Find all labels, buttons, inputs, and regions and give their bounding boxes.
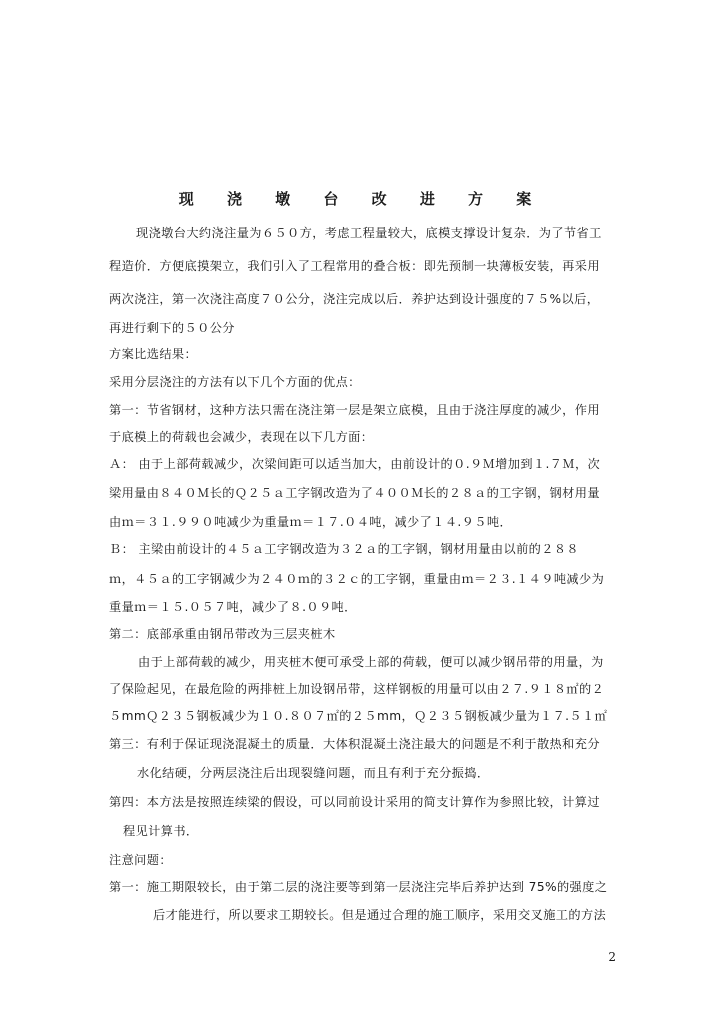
paragraph-line: 于底模上的荷载也会减少，表现在以下几方面： (109, 430, 374, 444)
paragraph-line: 第二：底部承重由钢吊带改为三层夹桩木 (109, 627, 336, 641)
paragraph-line: Ａ： 由于上部荷载减少，次梁间距可以适当加大，由前设计的０.９Ｍ增加到１.７Ｍ，次 (109, 457, 601, 471)
section-heading: 方案比选结果： (109, 347, 198, 361)
paragraph-line: 梁用量由８４０Ｍ长的Ｑ２５ａ工字钢改造为了４００Ｍ长的２８ａ的工字钢，钢材用量 (109, 486, 600, 500)
page-number: 2 (608, 950, 616, 964)
paragraph-line: 由ｍ＝３１.９９０吨减少为重量ｍ＝１７.０４吨，减少了１４.９５吨． (109, 515, 513, 529)
paragraph-line: 程见计算书． (123, 824, 199, 838)
paragraph-line: 采用分层浇注的方法有以下几个方面的优点： (109, 375, 361, 389)
paragraph-line: 第一：节省钢材，这种方法只需在浇注第一层是架立底模，且由于浇注厚度的减少，作用 (109, 403, 600, 417)
paragraph-line: 再进行剩下的５０公分 (109, 321, 235, 335)
paragraph-line: 两次浇注，第一次浇注高度７０公分，浇注完成以后．养护达到设计强度的７５%以后， (109, 292, 600, 306)
paragraph-line: 由于上部荷载的减少，用夹桩木便可承受上部的荷载，便可以减少钢吊带的用量，为 (138, 655, 604, 669)
paragraph-line: Ｂ： 主梁由前设计的４５ａ工字钢改造为３２ａ的工字钢，钢材用量由以前的２８８ (109, 542, 580, 556)
paragraph-line: ５mmＱ２３５钢板减少为１０.８０７㎡的２５mm，Ｑ２３５钢板减少量为１７.５１㎡ (109, 709, 608, 723)
paragraph-line: ｍ，４５ａ的工字钢减少为２４０ｍ的３２ｃ的工字钢，重量由ｍ＝２３.１４９吨减少为 (109, 572, 605, 586)
document-title: 现 浇 墩 台 改 进 方 案 (178, 190, 546, 208)
paragraph-line: 第一：施工期限较长，由于第二层的浇注要等到第一层浇注完毕后养护达到 75%的强度之 (109, 880, 608, 894)
paragraph-line: 水化结硬，分两层浇注后出现裂缝问题，而且有利于充分振捣． (137, 766, 490, 780)
paragraph-line: 重量ｍ＝１５.０５７吨，减少了８.０９吨． (109, 600, 357, 614)
paragraph-line: 后才能进行，所以要求工期较长。但是通过合理的施工顺序，采用交叉施工的方法 (153, 908, 607, 922)
paragraph-line: 现浇墩台大约浇注量为６５０方，考虑工程量较大，底模支撑设计复杂．为了节省工 (136, 226, 602, 240)
paragraph-line: 程造价．方便底摸架立，我们引入了工程常用的叠合板：即先预制一块薄板安装，再采用 (109, 259, 600, 273)
paragraph-line: 第三：有利于保证现浇混凝土的质量．大体积混凝土浇注最大的问题是不利于散热和充分 (109, 737, 600, 751)
paragraph-line: 了保险起见，在最危险的两排桩上加设钢吊带，这样钢板的用量可以由２７.９１８㎡的２ (109, 682, 605, 696)
section-heading: 注意问题： (109, 853, 172, 867)
paragraph-line: 第四：本方法是按照连续梁的假设，可以同前设计采用的简支计算作为参照比较，计算过 (109, 795, 600, 809)
